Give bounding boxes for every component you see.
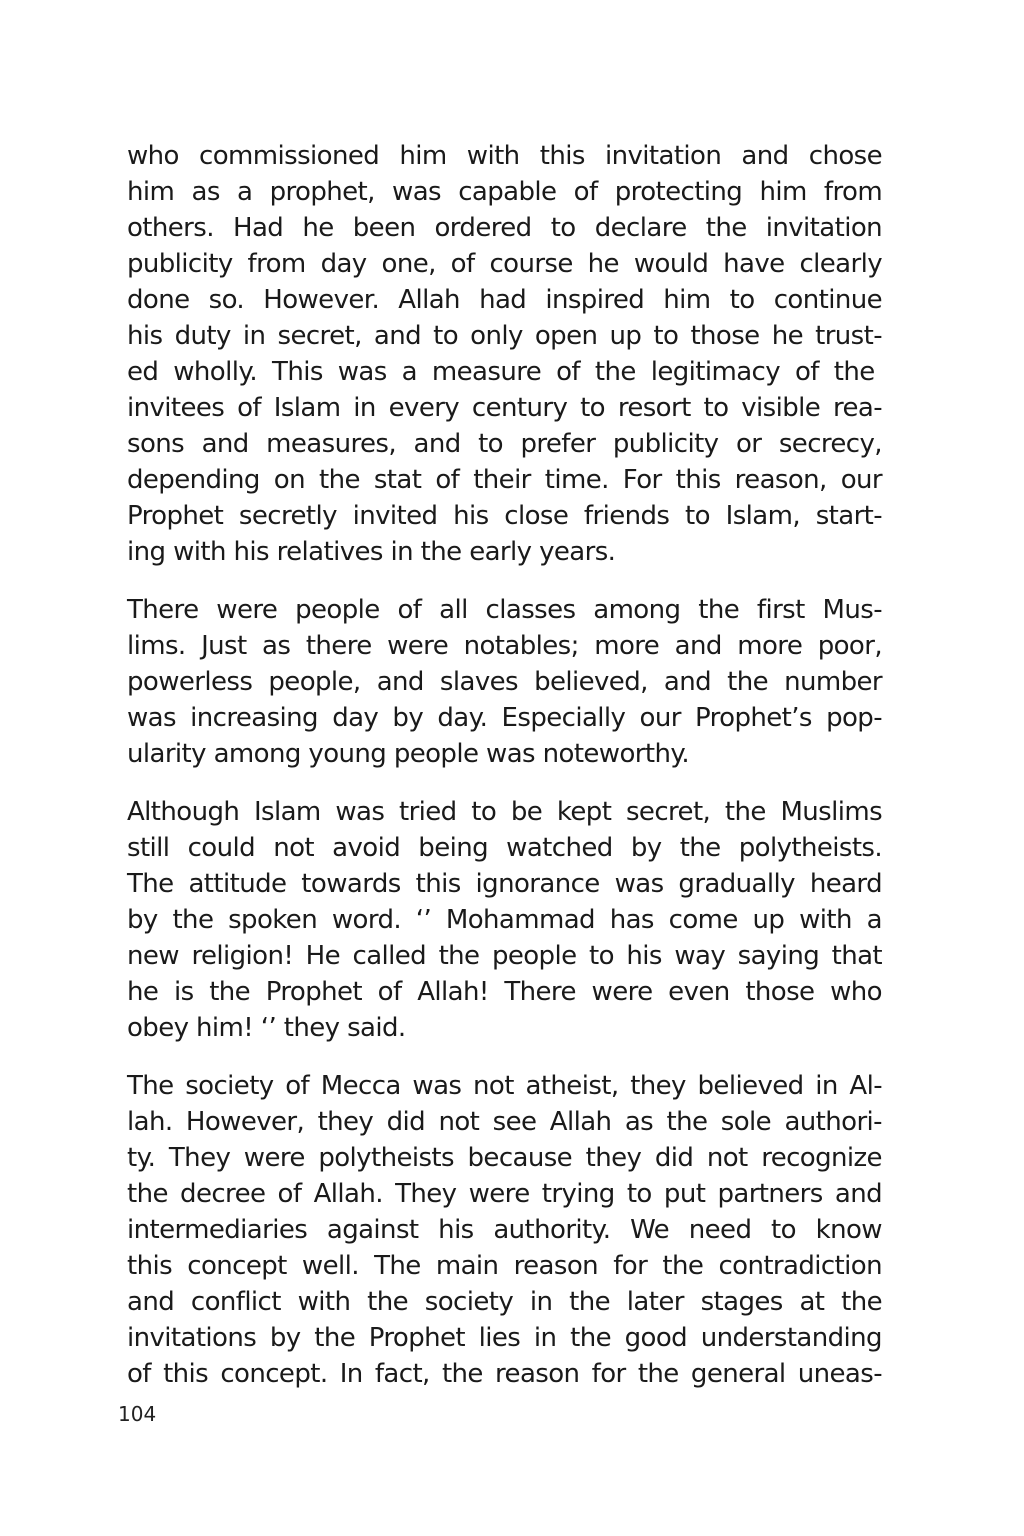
text-line: The attitude towards this ignorance was gradually heard	[127, 869, 882, 899]
text-line: Although Islam was tried to be kept secret, the Muslims	[127, 797, 883, 827]
paragraph-spacer	[127, 570, 882, 592]
text-line: was increasing day by day. Especially our Prophet’s pop-	[127, 703, 882, 733]
text-line: ing with his relatives in the early years.	[127, 537, 616, 567]
text-line: done so. However. Allah had inspired him to continue	[127, 285, 882, 315]
text-line: the decree of Allah. They were trying to put partners and	[127, 1179, 883, 1209]
text-line: ed wholly. This was a measure of the legitimacy of the	[127, 357, 875, 387]
text-line: There were people of all classes among the first Mus-	[127, 595, 882, 625]
text-line: ty. They were polytheists because they did not recognize	[127, 1143, 882, 1173]
paragraph-spacer	[127, 1046, 882, 1068]
paragraph-spacer	[127, 772, 882, 794]
text-line: obey him! ‘’ they said.	[127, 1013, 406, 1043]
text-line: others. Had he been ordered to declare the invitation	[127, 213, 883, 243]
paragraph-2	[127, 592, 882, 772]
text-line: new religion! He called the people to his way saying that	[127, 941, 883, 971]
text-line: ularity among young people was noteworthy.	[127, 739, 690, 769]
body-text	[127, 138, 882, 1392]
paragraph-1	[127, 138, 882, 570]
text-line: depending on the stat of their time. For this reason, our	[127, 465, 882, 495]
text-line: he is the Prophet of Allah! There were even those who	[127, 977, 882, 1007]
text-line: him as a prophet, was capable of protecting him from	[127, 177, 883, 207]
paragraph-4	[127, 1068, 882, 1392]
text-line: still could not avoid being watched by the polytheists.	[127, 833, 883, 863]
text-line: The society of Mecca was not atheist, they believed in Al-	[127, 1071, 882, 1101]
page-number: 104	[118, 1402, 157, 1426]
paragraph-3	[127, 794, 882, 1046]
text-line: invitations by the Prophet lies in the good understanding	[127, 1323, 882, 1353]
text-line: his duty in secret, and to only open up to those he trust-	[127, 321, 883, 351]
text-line: powerless people, and slaves believed, and the number	[127, 667, 882, 697]
text-line: publicity from day one, of course he would have clearly	[127, 249, 883, 279]
text-line: intermediaries against his authority. We need to know	[127, 1215, 882, 1245]
text-line: by the spoken word. ‘’ Mohammad has come up with a	[127, 905, 882, 935]
text-line: lah. However, they did not see Allah as the sole authori-	[127, 1107, 882, 1137]
text-line: Prophet secretly invited his close friends to Islam, start-	[127, 501, 883, 531]
text-line: this concept well. The main reason for the contradiction	[127, 1251, 882, 1281]
text-line: of this concept. In fact, the reason for the general uneas-	[127, 1359, 882, 1389]
text-line: who commissioned him with this invitation and chose	[127, 141, 882, 171]
text-line: sons and measures, and to prefer publicity or secrecy,	[127, 429, 882, 459]
text-line: lims. Just as there were notables; more and more poor,	[127, 631, 882, 661]
text-line: invitees of Islam in every century to resort to visible rea-	[127, 393, 883, 423]
text-line: and conflict with the society in the later stages at the	[127, 1287, 883, 1317]
